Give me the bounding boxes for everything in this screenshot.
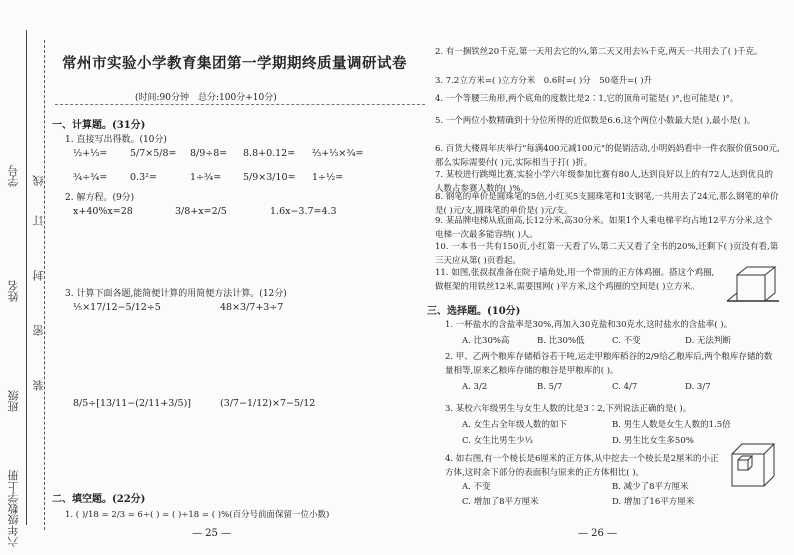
choice-option: C. 女生比男生少⅓ <box>462 436 533 446</box>
q1-heading: 1. 直接写出得数。(10分) <box>65 135 167 145</box>
choice-option: D. 3/7 <box>685 382 711 392</box>
exam-title: 常州市实验小学教育集团第一学期期终质量调研试卷 <box>62 55 407 72</box>
page-number: — 25 — <box>192 528 232 539</box>
seal-char: 订 <box>32 215 45 226</box>
cube-figure <box>728 442 776 488</box>
equation: 3/8+x=2/5 <box>175 206 227 217</box>
choice-option: D. 增加了16平方厘米 <box>612 497 695 507</box>
equation: x+40%x=28 <box>73 206 133 217</box>
spine-grade: 六年级数学上册 <box>7 470 20 547</box>
q3-heading: 3. 计算下面各题,能简便计算的用简便方法计算。(12分) <box>65 289 287 299</box>
equation: 1.6x−3.7=4.3 <box>270 206 337 217</box>
choice-question: 2. 甲、乙两个粮库存储稻谷若干吨,运走甲粮库稻谷的2/9给乙粮库后,两个粮库存储的数量相等,原来乙粮库存储的粮谷是甲粮库的( )。 <box>445 352 773 376</box>
choice-option: C. 不变 <box>612 336 641 346</box>
q1-expr: ¾÷¾= <box>73 172 108 183</box>
choice-option: B. 5/7 <box>537 382 563 392</box>
choice-option: A. 比30%高 <box>462 336 510 346</box>
fill-question: 6. 百货大楼周年庆举行"每满400元减100元"的促销活动,小明妈妈看中一件衣服价值500元,那么实际需要付( )元,实际相当于打( )折。 <box>435 144 780 168</box>
seal-char: 线 <box>32 175 45 186</box>
choice-option: D. 男生比女生多50% <box>612 436 694 446</box>
fill-question: 2. 有一捆铁丝20千克,第一天用去它的¼,第二天又用去¾千克,两天一共用去了( )千克。 <box>435 47 763 57</box>
choice-question: 3. 某校六年级男生与女生人数的比是3∶2,下列说法正确的是( )。 <box>445 404 692 414</box>
fill-question: 3. 7.2立方米=( )立方分米 0.6时=( )分 50毫升=( )升 <box>435 76 653 86</box>
calc-expr: ⅕×17/12−5/12÷5 <box>73 302 161 313</box>
q1-expr: 5/7×5/8= <box>130 148 177 159</box>
q1-expr: ½+⅓= <box>73 148 108 159</box>
calc-expr: 48×3/7+3÷7 <box>220 302 284 313</box>
section-1-heading: 一、计算题。(31分) <box>52 120 146 131</box>
choice-option: A. 3/2 <box>462 382 488 392</box>
fill-question: 8. 钢笔的单价是圆珠笔的5倍,小红买5支圆珠笔和1支钢笔,一共用去了24元,那么钢笔的单价是( )元/支,圆珠笔的单价是( )元/支。 <box>435 192 779 216</box>
q1-expr: 0.3²= <box>130 172 157 183</box>
fill-question: 9. 某品牌电梯从底面高,长12分米,高30分米。如果1个人乘电梯平均占地12平方分米,这个电梯一次最多能容纳( )人。 <box>435 216 773 240</box>
fill-question: 5. 一个两位小数精确到十分位所得的近似数是6.6,这个两位小数最大是( ),最小是( )。 <box>435 116 756 126</box>
title-divider <box>55 104 425 105</box>
fill-question: 4. 一个等腰三角形,两个底角的度数比是2∶1,它的顶角可能是( )°,也可能是( )°。 <box>435 94 739 104</box>
q1-expr: 5/9×3/10= <box>243 172 296 183</box>
spine-rule <box>26 30 27 525</box>
choice-option: C. 增加了8平方厘米 <box>462 497 539 507</box>
cut-line <box>44 40 45 530</box>
exam-meta: (时间:90分钟 总分:100分+10分) <box>135 93 277 103</box>
chicken-coop-figure <box>725 265 780 307</box>
choice-option: A. 不变 <box>462 482 491 492</box>
calc-expr: (3/7−1/12)×7−5/12 <box>220 398 316 409</box>
choice-question: 4. 如右图,有一个棱长是6厘米的正方体,从中挖去一个棱长是2厘米的小正方体,这时余下部分的表面积与原来的正方体相比( )。 <box>445 454 719 478</box>
fill-question: 1. ( )/18 = 2/3 = 6÷( ) = ( )÷18 = ( )%(百分号前面保留一位小数) <box>65 510 330 520</box>
section-3-heading: 三、选择题。(10分) <box>427 306 521 317</box>
seal-char: 封 <box>32 270 45 281</box>
spine-name-label: 姓名 <box>7 280 20 302</box>
choice-question: 1. 一杯盐水的含盐率是30%,再加入30克盐和30克水,这时盐水的含盐率( )。 <box>445 320 733 330</box>
q2-heading: 2. 解方程。(9分) <box>65 193 135 203</box>
q1-expr: 1÷¾= <box>190 172 222 183</box>
choice-option: B. 减少了8平方厘米 <box>612 482 689 492</box>
calc-expr: 8/5÷[13/11−(2/11+3/5)] <box>73 398 191 409</box>
q1-expr: 8.8+0.12= <box>243 148 296 159</box>
choice-option: C. 4/7 <box>612 382 638 392</box>
q1-expr: 8/9÷8= <box>190 148 228 159</box>
q1-expr: ⅔+⅓×¾= <box>312 148 364 159</box>
section-2-heading: 二、填空题。(22分) <box>52 494 146 505</box>
choice-option: B. 男生人数是女生人数的1.5倍 <box>612 420 731 430</box>
seal-char: 密 <box>32 325 45 336</box>
fill-question: 10. 一本书一共有150页,小红第一天看了⅓,第二天又看了全书的20%,还剩下( )页没有看,第三天应从第( )页看起。 <box>435 242 779 266</box>
spine-id-label: 学号 <box>7 165 20 187</box>
binding-strip <box>0 0 50 555</box>
choice-option: A. 女生占全年级人数的如下 <box>462 420 568 430</box>
seal-char: 装 <box>32 380 45 391</box>
q1-expr: 1÷½= <box>312 172 344 183</box>
fill-question: 11. 如图,张叔叔准备在院子墙角处,用一个带顶的正方体鸡圈。搭这个鸡圈,做框架的用铁丝12米,需要围网( )平方米,这个鸡圈的空间是( )立方米。 <box>435 268 715 292</box>
spine-class-label: 班级 <box>7 390 20 412</box>
fill-question: 7. 某校进行跳绳比赛,实验小学六年级参加比赛有80人,达到良好以上的有72人,达到优良的人数占参赛人数的( )%。 <box>435 170 774 194</box>
choice-option: D. 无法判断 <box>685 336 731 346</box>
page-number: — 26 — <box>578 528 618 539</box>
choice-option: B. 比30%低 <box>537 336 585 346</box>
